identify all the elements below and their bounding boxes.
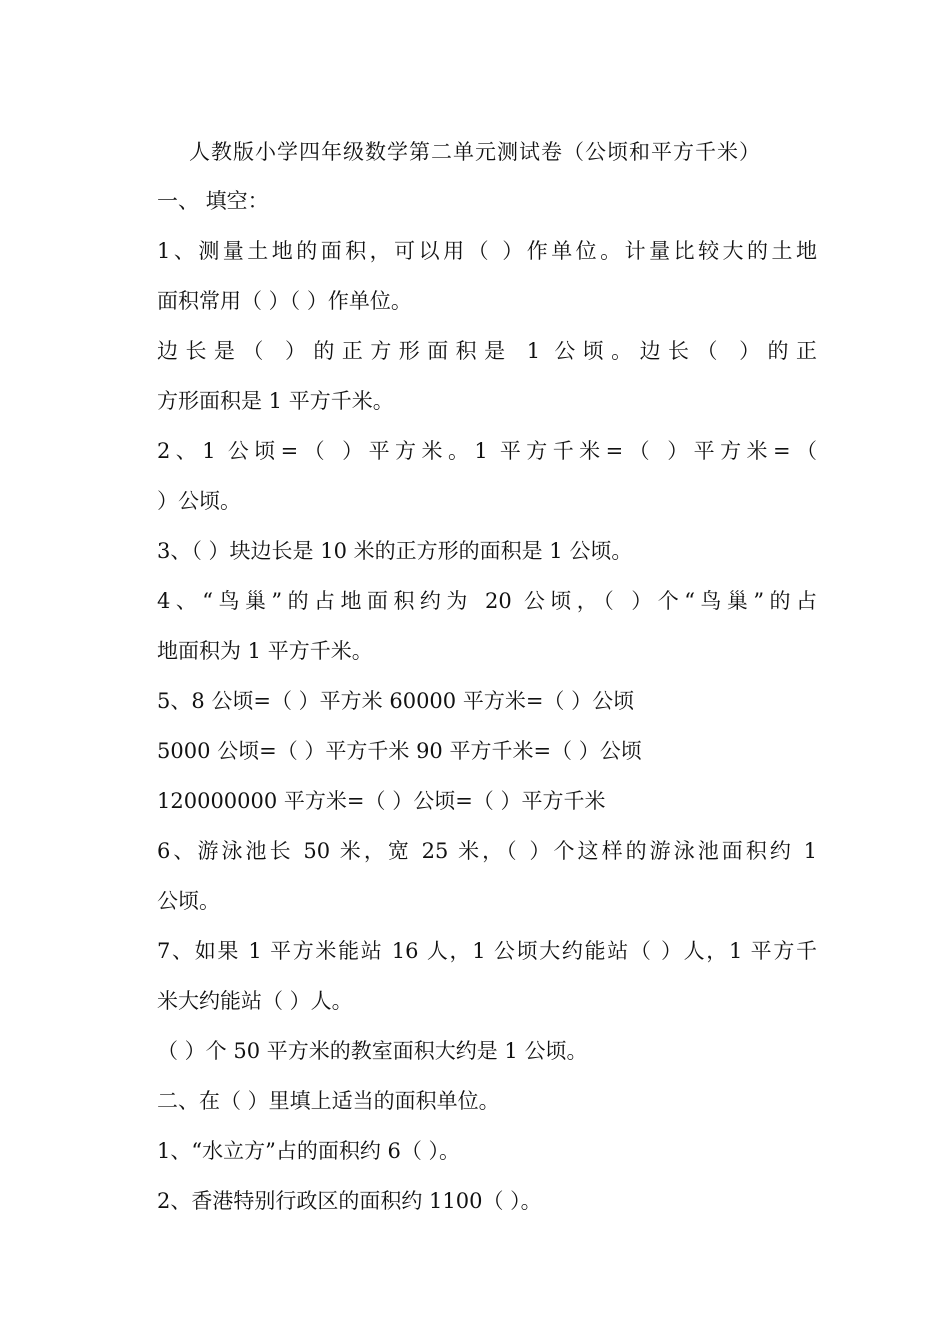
question-line: 4、“鸟巢”的占地面积约为 20 公顷，（ ）个“鸟巢”的占 [157,589,817,613]
question-line: 方形面积是 1 平方千米。 [157,389,394,413]
section-heading: 二、在（ ）里填上适当的面积单位。 [157,1089,500,1113]
question-line: 7、如果 1 平方米能站 16 人，1 公顷大约能站（ ）人，1 平方千 [157,939,817,963]
question-line: ）公顷。 [157,489,241,513]
question-line: 地面积为 1 平方千米。 [157,639,373,663]
question-line: 公顷。 [157,889,220,913]
question-line: 5000 公顷=（ ）平方千米 90 平方千米=（ ）公顷 [157,739,642,763]
question-line: 2、香港特别行政区的面积约 1100（ ）。 [157,1189,542,1213]
question-line: 3、（ ）块边长是 10 米的正方形的面积是 1 公顷。 [157,539,633,563]
question-line: 5、8 公顷=（ ）平方米 60000 平方米=（ ）公顷 [157,689,635,713]
question-line: （ ）个 50 平方米的教室面积大约是 1 公顷。 [157,1039,588,1063]
question-line: 120000000 平方米=（ ）公顷=（ ）平方千米 [157,789,606,813]
page-title: 人教版小学四年级数学第二单元测试卷（公顷和平方千米） [189,140,761,164]
question-line: 2、1 公顷=（ ）平方米。1 平方千米=（ ）平方米=（ [157,439,817,463]
section-heading: 一、 填空： [157,189,269,213]
question-line: 边长是（ ）的正方形面积是 1 公顷。边长（ ）的正 [157,339,817,363]
question-line: 1、测量土地的面积，可以用（ ）作单位。计量比较大的土地 [157,239,817,263]
question-line: 面积常用（ ）（ ）作单位。 [157,289,412,313]
question-line: 6、游泳池长 50 米，宽 25 米，（ ）个这样的游泳池面积约 1 [157,839,817,863]
question-line: 米大约能站（ ）人。 [157,989,353,1013]
question-line: 1、“水立方”占的面积约 6（ ）。 [157,1139,461,1163]
